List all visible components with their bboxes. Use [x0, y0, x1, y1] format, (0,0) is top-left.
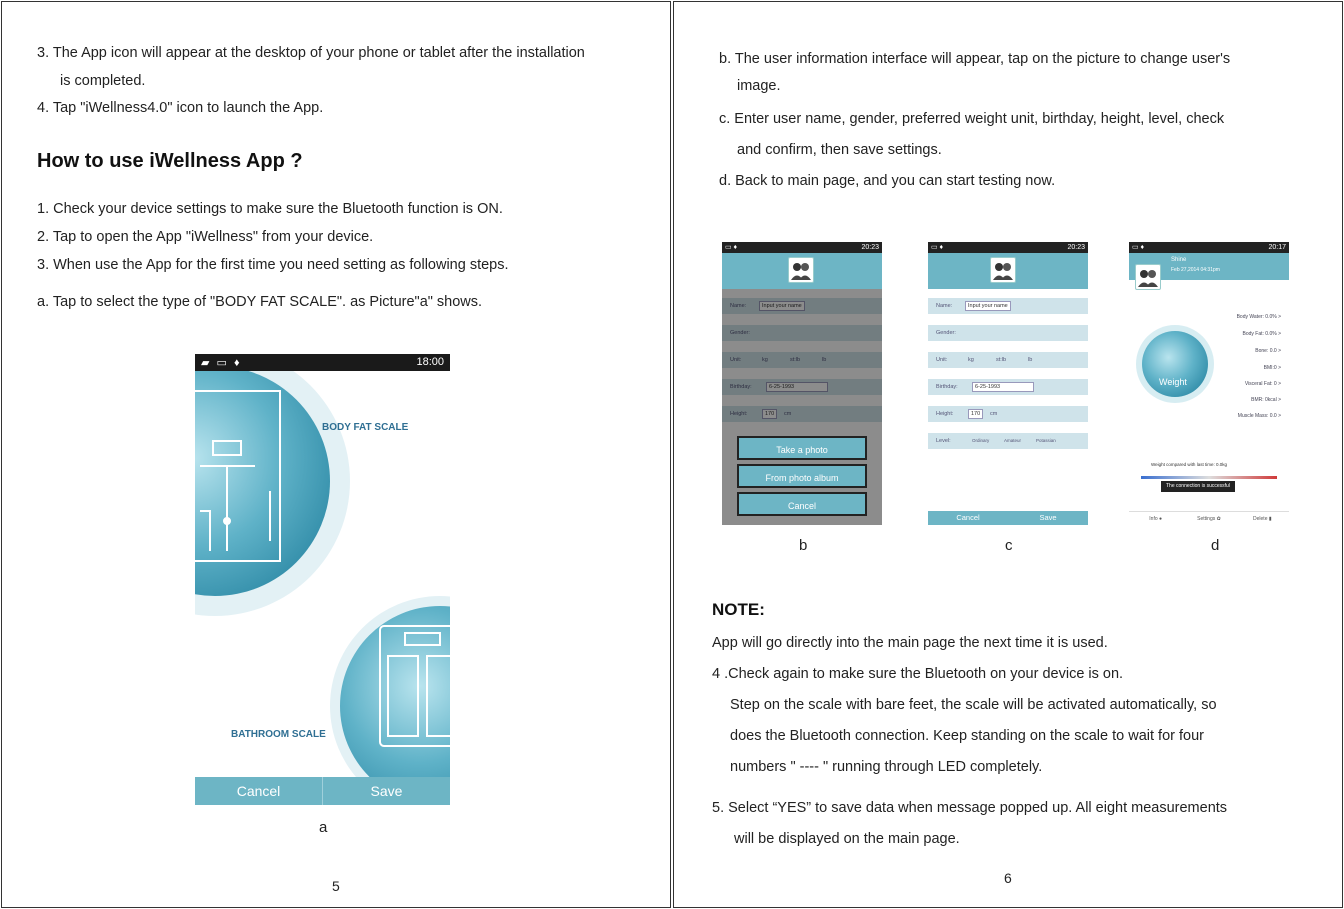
name-input[interactable]: Input your name	[759, 301, 805, 311]
step-d-text: d. Back to main page, and you can start testing now.	[719, 173, 1056, 189]
note4-line4: numbers " ---- " running through LED completely.	[730, 759, 1043, 775]
birthday-row: Birthday: 6-25-1993	[928, 379, 1088, 395]
section-heading: How to use iWellness App ?	[37, 150, 303, 172]
level-pro-option[interactable]: Potassian	[1036, 438, 1056, 443]
height-row: Height: 170 cm	[928, 406, 1088, 422]
info-button[interactable]: Info ●	[1149, 516, 1163, 522]
birthday-input[interactable]: 6-25-1993	[766, 382, 828, 392]
status-bar	[195, 354, 450, 371]
save-button[interactable]: Save	[1039, 513, 1057, 522]
unit-lb-option[interactable]: lb	[1028, 357, 1033, 363]
birthday-input[interactable]: 6-25-1993	[972, 382, 1034, 392]
height-row: Height: 170 cm	[722, 406, 882, 422]
caption-a: a	[319, 819, 328, 836]
measurement-item[interactable]: Bone: 0.0 >	[1255, 348, 1281, 354]
popup-cancel-button[interactable]: Cancel	[737, 492, 867, 516]
connection-toast: The connection is successful	[1161, 481, 1235, 492]
status-icons: ▭ ♦	[725, 244, 738, 251]
status-icons: ▭ ♦	[1132, 244, 1145, 251]
take-photo-button[interactable]: Take a photo	[737, 436, 867, 460]
compare-text: Weight compared with last time: 0.0kg	[1151, 462, 1227, 467]
item-a-text: a. Tap to select the type of "BODY FAT SCALE". as Picture"a" shows.	[37, 294, 483, 310]
height-unit: cm	[990, 411, 998, 417]
level-amateur-option[interactable]: Amateur	[1004, 438, 1022, 443]
page-number-right: 6	[1004, 870, 1012, 886]
note-title: NOTE:	[712, 600, 765, 619]
settings-button[interactable]: Settings ✿	[1197, 516, 1221, 522]
avatar[interactable]	[1135, 264, 1161, 290]
page-left	[1, 1, 671, 908]
status-bar	[722, 242, 882, 253]
unit-st-option[interactable]: st:lb	[996, 357, 1007, 363]
status-time: 20:23	[1067, 244, 1085, 251]
height-unit: cm	[784, 411, 792, 417]
item2-text: 2. Tap to open the App "iWellness" from your device.	[37, 229, 374, 245]
trash-icon: ▮	[1268, 516, 1272, 522]
date-text: Feb 27,2014 04:31pm	[1171, 267, 1220, 273]
screenshot-b	[722, 242, 882, 525]
name-input[interactable]: Input your name	[965, 301, 1011, 311]
save-button[interactable]: Save	[322, 777, 450, 805]
page-number-left: 5	[332, 878, 340, 894]
note4-line2: Step on the scale with bare feet, the scale will be activated automatically, so	[730, 697, 1217, 713]
body-fat-scale-label[interactable]: BODY FAT SCALE	[322, 422, 409, 433]
step3-text: 3. The App icon will appear at the desktop of your phone or tablet after the installation	[37, 45, 585, 61]
from-album-button[interactable]: From photo album	[737, 464, 867, 488]
header	[722, 253, 882, 289]
note5-cont: will be displayed on the main page.	[734, 831, 960, 847]
screenshot-a	[195, 354, 450, 805]
measurement-item[interactable]: Body Fat: 0.0% >	[1242, 331, 1281, 337]
measurement-item[interactable]: BMI:0 >	[1263, 365, 1281, 371]
note4-text: 4 .Check again to make sure the Bluetooth on your device is on.	[712, 666, 1124, 682]
user-couple-icon	[789, 258, 813, 282]
note4-line3: does the Bluetooth connection. Keep standing on the scale to wait for four	[730, 728, 1204, 744]
measurement-item[interactable]: Body Water: 0.0% >	[1236, 314, 1281, 320]
step3-cont-text: is completed.	[60, 73, 146, 89]
cancel-button[interactable]: Cancel	[236, 783, 281, 799]
step-b-text: b. The user information interface will appear, tap on the picture to change user's	[719, 51, 1231, 67]
compare-bar	[1141, 476, 1277, 479]
screenshot-d	[1129, 242, 1289, 525]
name-row: Name: Input your name	[928, 298, 1088, 314]
height-input[interactable]: 170	[762, 409, 777, 419]
button-bar	[195, 777, 450, 805]
bathroom-scale-label[interactable]: BATHROOM SCALE	[231, 729, 326, 740]
unit-lb-option[interactable]: lb	[822, 357, 827, 363]
cancel-button[interactable]: Cancel	[956, 513, 980, 522]
weight-label: Weight	[1159, 377, 1187, 387]
footer-bar	[1129, 511, 1289, 525]
unit-kg-option[interactable]: kg	[762, 357, 768, 363]
unit-st-option[interactable]: st:lb	[790, 357, 801, 363]
level-ordinary-option[interactable]: Ordinary	[972, 438, 990, 443]
measurement-item[interactable]: BMR: 0kcal >	[1251, 397, 1281, 403]
status-icons: ▭ ♦	[931, 244, 944, 251]
bathroom-scale-icon[interactable]	[340, 606, 450, 777]
screenshot-c	[928, 242, 1088, 525]
status-icons: ▰ ▭ ♦	[201, 357, 242, 369]
user-name: Shine	[1171, 257, 1187, 263]
item1-text: 1. Check your device settings to make sure the Bluetooth function is ON.	[37, 201, 503, 217]
avatar[interactable]	[788, 257, 814, 283]
unit-row: Unit: kg st:lb lb	[722, 352, 882, 368]
user-couple-icon	[1136, 265, 1160, 289]
measurement-item[interactable]: Visceral Fat: 0 >	[1244, 381, 1281, 387]
gender-row: Gender:	[722, 325, 882, 341]
birthday-row: Birthday: 6-25-1993	[722, 379, 882, 395]
button-bar	[928, 511, 1088, 525]
caption-b: b	[799, 537, 808, 554]
page-right	[673, 1, 1343, 908]
unit-kg-option[interactable]: kg	[968, 357, 974, 363]
caption-c: c	[1005, 537, 1013, 554]
status-bar	[1129, 242, 1289, 253]
caption-d: d	[1211, 537, 1220, 554]
gear-icon: ✿	[1216, 516, 1221, 522]
note5-text: 5. Select “YES” to save data when message popped up. All eight measurements	[712, 800, 1228, 816]
user-couple-icon	[991, 258, 1015, 282]
step-b-cont-text: image.	[737, 78, 781, 94]
status-bar	[928, 242, 1088, 253]
level-row: Level: Ordinary Amateur Potassian	[928, 433, 1088, 449]
info-icon: ●	[1159, 516, 1163, 522]
note1-text: App will go directly into the main page the next time it is used.	[712, 635, 1108, 651]
header	[928, 253, 1088, 289]
status-time: 20:17	[1268, 244, 1286, 251]
avatar[interactable]	[990, 257, 1016, 283]
step-c-cont-text: and confirm, then save settings.	[737, 142, 942, 158]
delete-button[interactable]: Delete ▮	[1253, 516, 1272, 522]
step4-text: 4. Tap "iWellness4.0" icon to launch the App.	[37, 100, 324, 116]
measurement-item[interactable]: Muscle Mass: 0.0 >	[1237, 413, 1281, 419]
name-row: Name: Input your name	[722, 298, 882, 314]
height-input[interactable]: 170	[968, 409, 983, 419]
weight-bubble[interactable]	[1135, 324, 1215, 404]
unit-row: Unit: kg st:lb lb	[928, 352, 1088, 368]
item3-text: 3. When use the App for the first time you need setting as following steps.	[37, 257, 509, 273]
gender-row: Gender:	[928, 325, 1088, 341]
step-c-text: c. Enter user name, gender, preferred weight unit, birthday, height, level, check	[719, 111, 1225, 127]
status-time: 20:23	[861, 244, 879, 251]
status-time: 18:00	[416, 356, 444, 368]
